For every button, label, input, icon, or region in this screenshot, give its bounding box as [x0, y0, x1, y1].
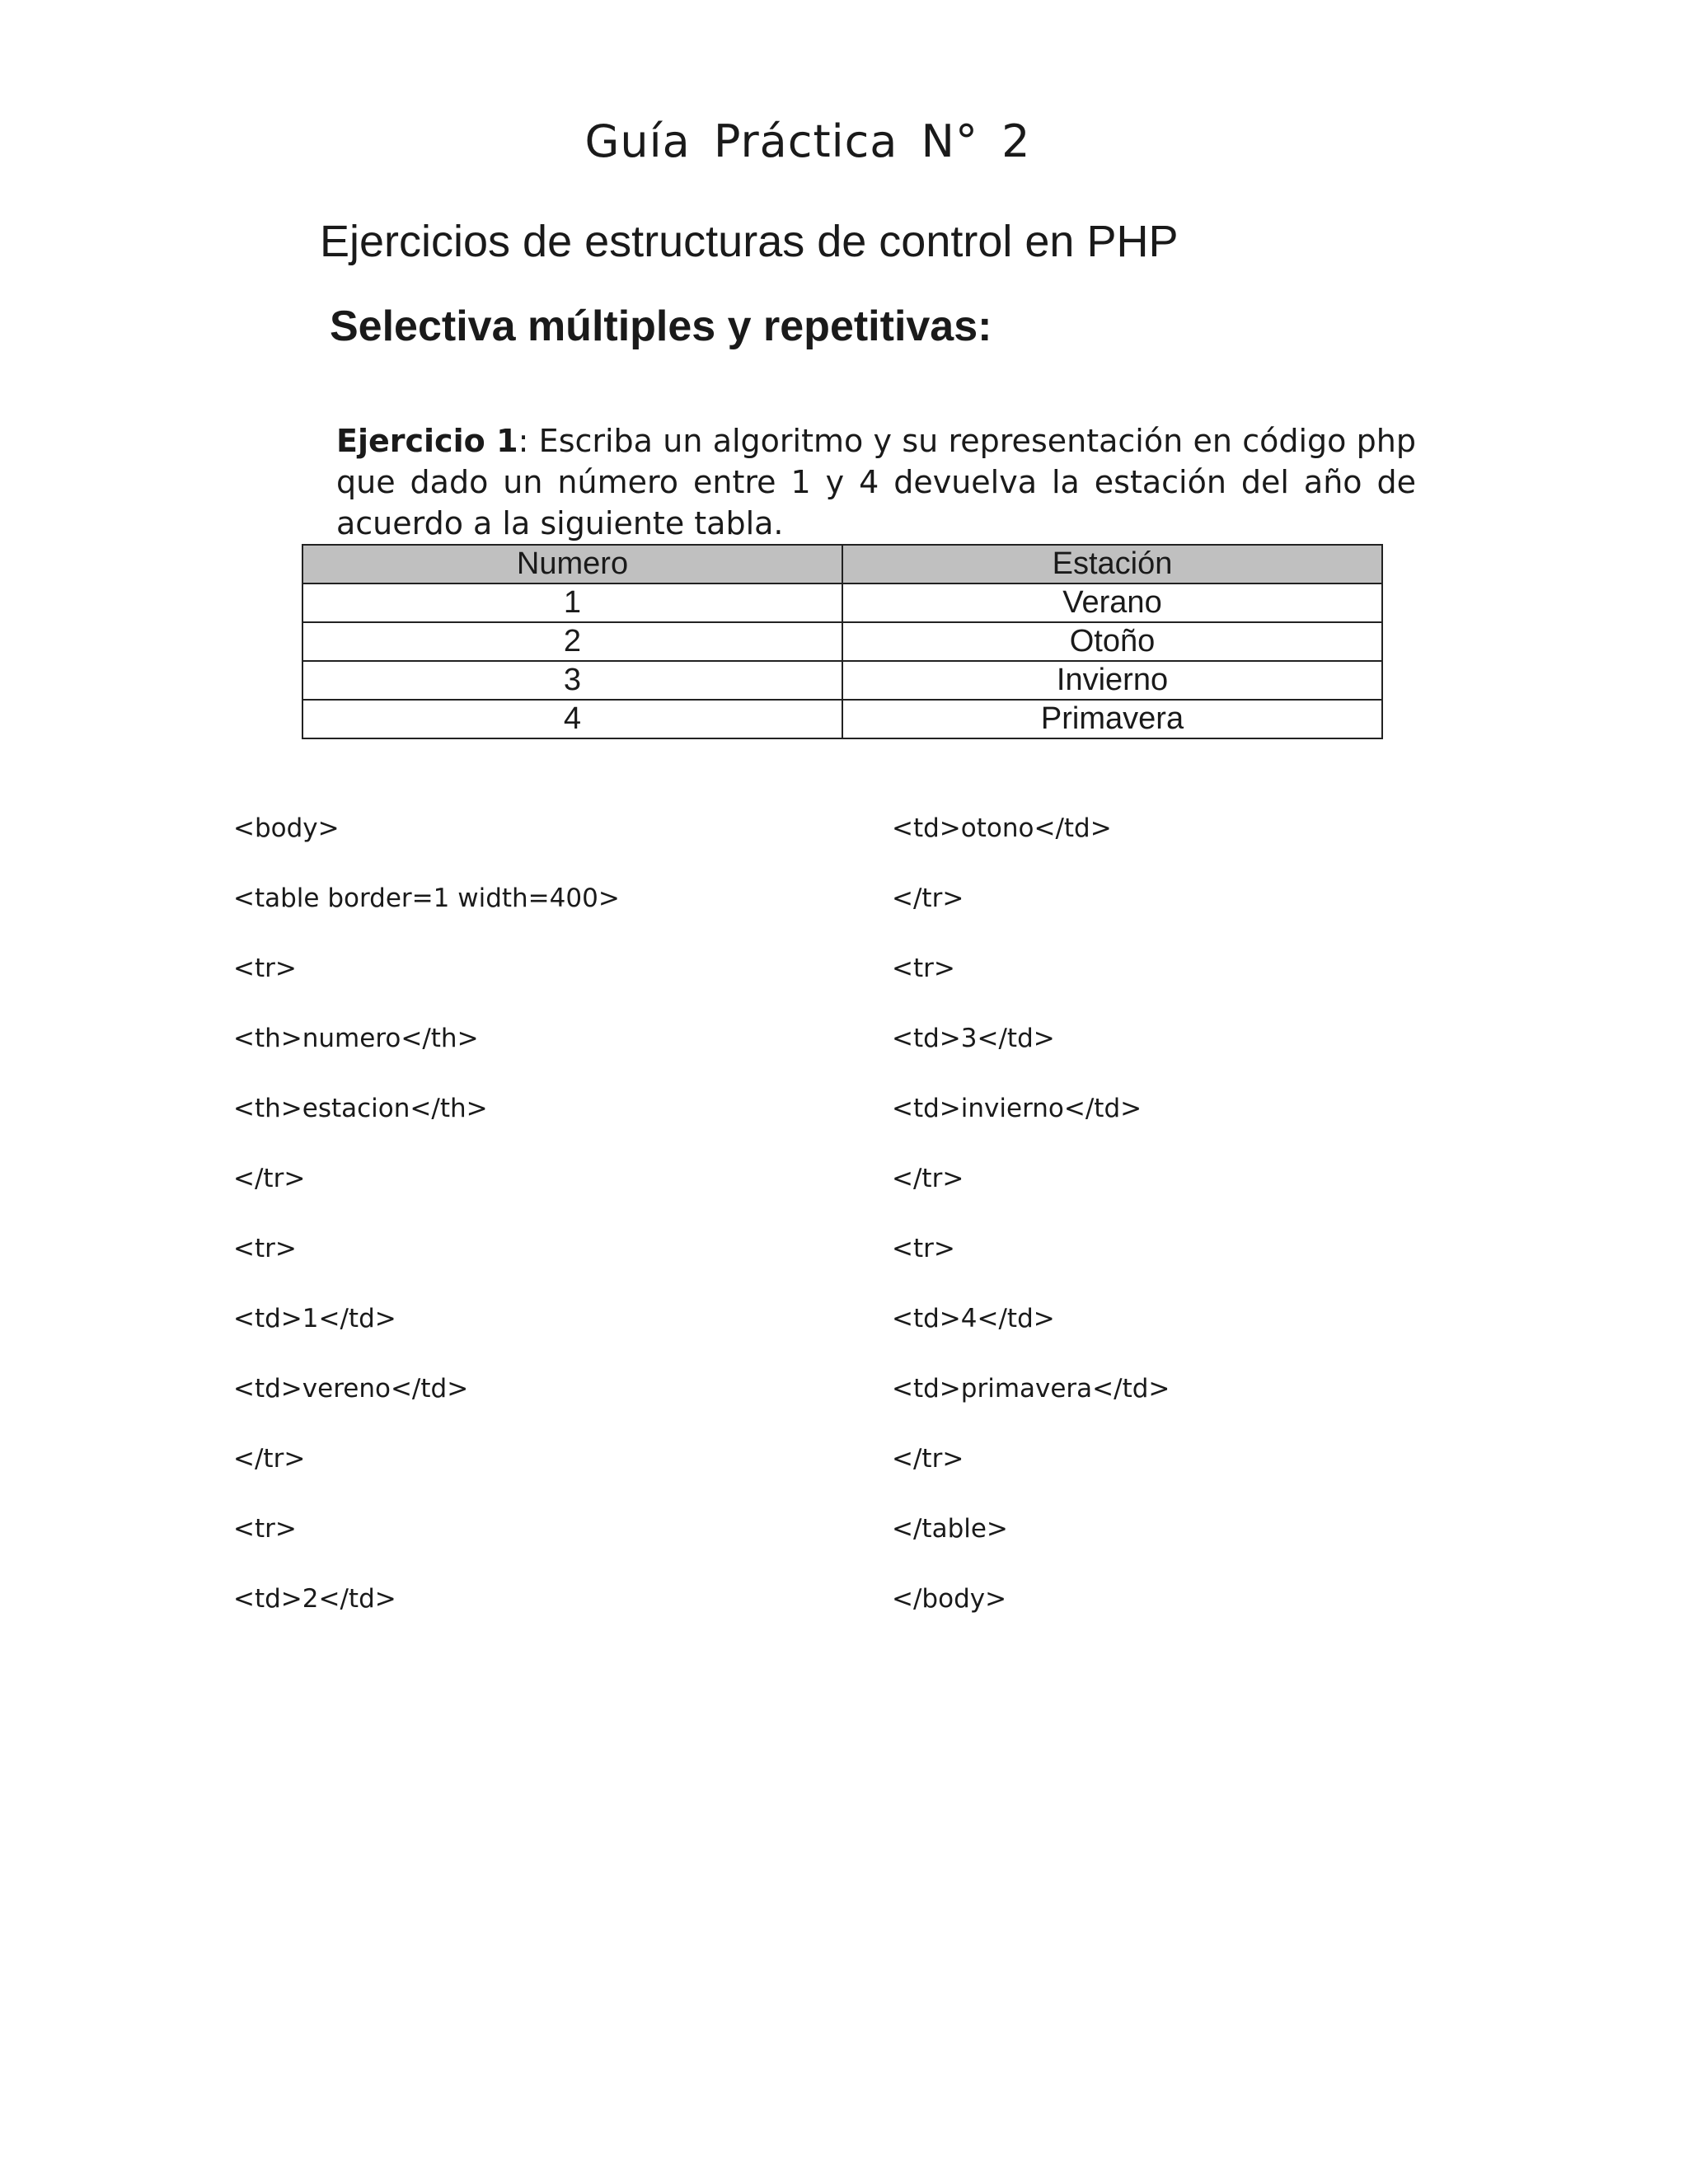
code-line: <th>numero</th>: [233, 1024, 479, 1053]
code-line: <td>vereno</td>: [233, 1374, 469, 1404]
code-line: <table border=1 width=400>: [233, 883, 620, 913]
code-line: <tr>: [892, 954, 955, 983]
code-line: <td>4</td>: [892, 1304, 1055, 1333]
exercise-text: : Escriba un algoritmo y su representación en código php que dado un número entre 1 y 4 devuelva la estación del año de acuerdo a la siguiente tabla.: [336, 423, 1417, 541]
code-line: </tr>: [233, 1164, 306, 1193]
code-line: <td>1</td>: [233, 1304, 396, 1333]
table-row: [302, 700, 1382, 738]
table-header-row: [302, 545, 1382, 583]
table-cell-number: 4: [302, 700, 842, 738]
table-cell-season: Primavera: [842, 700, 1382, 738]
code-line: <td>invierno</td>: [892, 1094, 1142, 1123]
code-line: </tr>: [892, 1444, 964, 1474]
table-cell-number: 1: [302, 583, 842, 622]
table-cell-number: 3: [302, 661, 842, 700]
code-listing-left: [233, 808, 620, 1648]
code-line: <td>otono</td>: [892, 813, 1112, 843]
table-row: [302, 622, 1382, 661]
table-row: [302, 583, 1382, 622]
column-header-estacion: Estación: [842, 545, 1382, 583]
column-header-numero: Numero: [302, 545, 842, 583]
code-line: </table>: [892, 1514, 1008, 1544]
code-line: <td>primavera</td>: [892, 1374, 1170, 1404]
code-listing-right: [892, 808, 1170, 1648]
section-heading: Selectiva múltiples y repetitivas:: [330, 302, 992, 350]
code-line: <tr>: [233, 1234, 297, 1263]
season-table: [302, 544, 1383, 739]
code-line: <th>estacion</th>: [233, 1094, 488, 1123]
page-title: Guía Práctica N° 2: [584, 115, 1031, 167]
code-line: </tr>: [892, 1164, 964, 1193]
table-cell-season: Verano: [842, 583, 1382, 622]
table-cell-season: Invierno: [842, 661, 1382, 700]
table-row: [302, 661, 1382, 700]
code-line: <td>2</td>: [233, 1584, 396, 1614]
table-cell-season: Otoño: [842, 622, 1382, 661]
code-line: <body>: [233, 813, 340, 843]
document-subtitle: Ejercicios de estructuras de control en PHP: [320, 217, 1179, 266]
code-line: </tr>: [233, 1444, 306, 1474]
code-line: <tr>: [892, 1234, 955, 1263]
code-line: </tr>: [892, 883, 964, 913]
exercise-label: Ejercicio 1: [336, 423, 518, 459]
code-line: <td>3</td>: [892, 1024, 1055, 1053]
code-line: </body>: [892, 1584, 1007, 1614]
code-line: <tr>: [233, 1514, 297, 1544]
table-cell-number: 2: [302, 622, 842, 661]
code-line: <tr>: [233, 954, 297, 983]
exercise-statement: [336, 420, 1416, 544]
